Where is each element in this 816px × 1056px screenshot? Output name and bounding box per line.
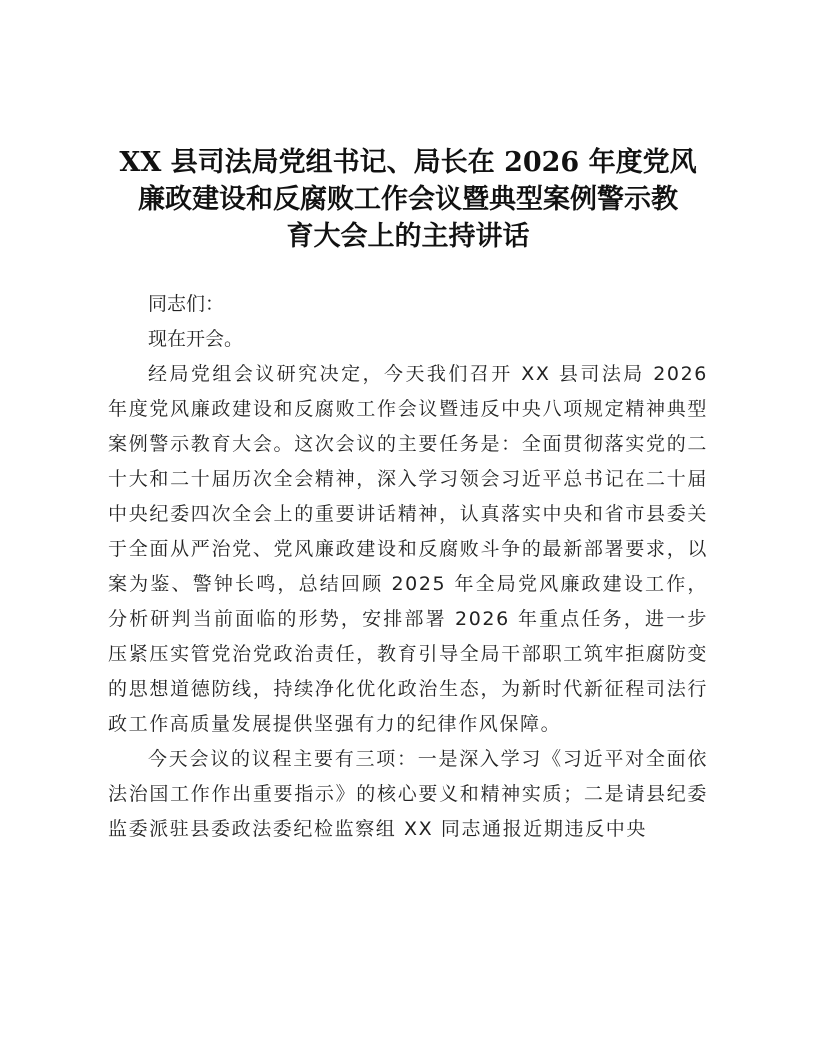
title-line-1: XX 县司法局党组书记、局长在 2026 年度党风	[119, 147, 697, 178]
opening-paragraph: 现在开会。	[148, 328, 244, 350]
agenda-paragraph: 今天会议的议程主要有三项：一是深入学习《习近平对全面依法治国工作作出重要指示》的核心要义和精神实质；二是请县纪委监委派驻县委政法委纪检监察组 XX 同志通报近期违反中央	[108, 748, 708, 840]
salutation-paragraph: 同志们：	[148, 293, 225, 315]
document-title	[100, 144, 716, 255]
title-line-2: 廉政建设和反腐败工作会议暨典型案例警示教	[138, 184, 678, 215]
purpose-paragraph: 经局党组会议研究决定，今天我们召开 XX 县司法局 2026 年度党风廉政建设和反腐败工作会议暨违反中央八项规定精神典型案例警示教育大会。这次会议的主要任务是：全面贯彻落实党的二十大和二十届历次全会精神，深入学习领会习近平总书记在二十届中央纪委四次全会上的重要讲话精神，认真落实中央和省市县委关于全面从严治党、党风廉政建设和反腐败斗争的最新部署要求，以案为鉴、警钟长鸣，总结回顾 2025 年全局党风廉政建设工作，分析研判当前面临的形势，安排部署 2026 年重点任务，进一步压紧压实管党治党政治责任，教育引导全局干部职工筑牢拒腐防变的思想道德防线，持续净化优化政治生态，为新时代新征程司法行政工作高质量发展提供坚强有力的纪律作风保障。	[108, 363, 708, 735]
title-line-3: 育大会上的主持讲话	[286, 221, 530, 252]
document-body	[108, 287, 708, 847]
